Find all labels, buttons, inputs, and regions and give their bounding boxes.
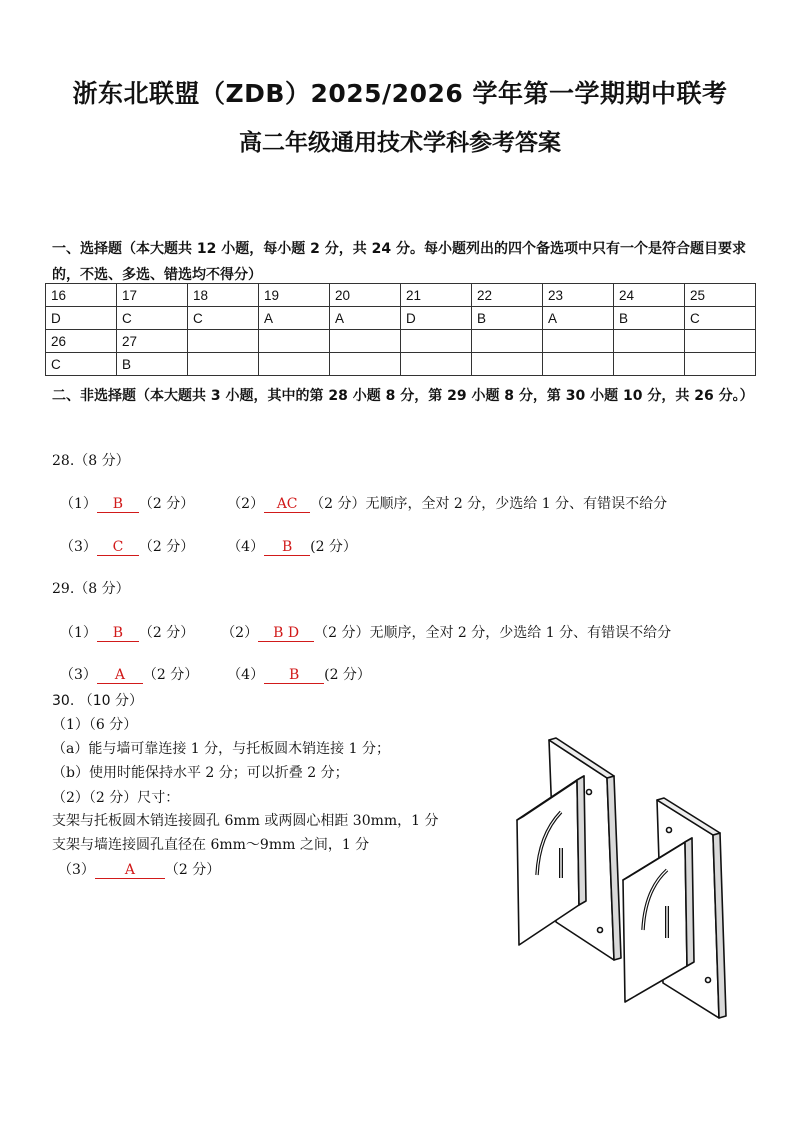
points-text: （2 分） [138,539,195,555]
answer-blank: B [97,496,139,513]
table-cell: 23 [543,284,614,307]
table-row [46,284,756,307]
table-cell: 24 [614,284,685,307]
table-cell: B [472,307,543,330]
table-cell [330,353,401,376]
table-cell [543,353,614,376]
item-number: （1） [60,625,97,641]
table-cell: 17 [117,284,188,307]
answer-blank: C [97,539,139,556]
item-number: （4） [227,539,265,555]
question-30-title: 30. （10 分） [52,693,143,709]
table-cell: D [46,307,117,330]
item-number: （2） [221,625,259,641]
points-text: （2 分） [142,667,199,683]
q30-line: 支架与墙连接圆孔直径在 6mm～9mm 之间，1 分 [52,837,370,853]
points-text: （2 分）无顺序，全对 2 分，少选给 1 分、有错误不给分 [314,625,672,641]
question-29-title: 29.（8 分） [52,581,130,597]
table-cell: 21 [401,284,472,307]
table-cell: 25 [685,284,756,307]
item-number: （3） [58,862,95,878]
table-row [46,307,756,330]
table-cell: 26 [46,330,117,353]
table-cell: D [401,307,472,330]
answer-blank: A [97,667,143,684]
table-cell: C [46,353,117,376]
section-2-heading: 二、非选择题（本大题共 3 小题，其中的第 28 小题 8 分，第 29 小题 8 分，第 30 小题 10 分，共 26 分。） [52,388,754,404]
table-cell: 19 [259,284,330,307]
points-text: （2 分）无顺序，全对 2 分，少选给 1 分、有错误不给分 [310,496,668,512]
table-cell [614,330,685,353]
table-row [46,330,756,353]
table-cell: B [117,353,188,376]
question-28-title: 28.（8 分） [52,453,130,469]
document-subtitle: 高二年级通用技术学科参考答案 [239,130,561,156]
answer-blank: B [97,625,139,642]
answer-line [60,622,671,642]
points-text: (2 分） [310,539,357,555]
table-cell [543,330,614,353]
item-number: （4） [227,667,265,683]
table-cell: 22 [472,284,543,307]
answer-blank: AC [264,496,310,513]
answer-line [60,536,357,556]
item-number: （2） [227,496,265,512]
table-row [46,353,756,376]
answer-table [45,283,756,376]
table-cell: A [330,307,401,330]
table-cell [472,330,543,353]
table-cell: A [543,307,614,330]
table-cell [259,353,330,376]
table-cell: A [259,307,330,330]
answer-blank: B [264,539,310,556]
item-number: （3） [60,667,97,683]
answer-line [60,664,371,684]
table-cell [401,353,472,376]
answer-blank: A [95,862,165,879]
table-cell [330,330,401,353]
folding-bracket-illustration [497,730,747,1030]
table-cell: C [117,307,188,330]
q30-line: （1）（6 分） [52,717,138,733]
table-cell: B [614,307,685,330]
table-cell: 18 [188,284,259,307]
table-cell [685,330,756,353]
table-cell [401,330,472,353]
points-text: (2 分） [324,667,371,683]
table-cell [472,353,543,376]
table-cell: 16 [46,284,117,307]
q30-line: （2）（2 分）尺寸： [52,790,180,806]
table-cell: C [685,307,756,330]
table-cell [259,330,330,353]
table-cell: C [188,307,259,330]
table-cell [614,353,685,376]
answer-line [60,493,667,513]
points-text: （2 分） [138,625,195,641]
answer-blank: B D [258,625,314,642]
q30-line: 支架与托板圆木销连接圆孔 6mm 或两圆心相距 30mm，1 分 [52,813,439,829]
item-number: （3） [60,539,97,555]
table-cell [685,353,756,376]
table-cell [188,330,259,353]
document-title: 浙东北联盟（ZDB）2025/2026 学年第一学期期中联考 [72,79,728,108]
q30-line: （b）使用时能保持水平 2 分；可以折叠 2 分； [52,765,349,781]
answer-line [58,859,220,879]
answer-blank: B [264,667,324,684]
q30-line: （a）能与墙可靠连接 1 分，与托板圆木销连接 1 分； [52,741,390,757]
points-text: （2 分） [164,862,221,878]
points-text: （2 分） [138,496,195,512]
table-cell: 20 [330,284,401,307]
section-1-heading: 一、选择题（本大题共 12 小题，每小题 2 分，共 24 分。每小题列出的四个备选项中只有一个是符合题目要求的，不选、多选、错选均不得分） [52,241,746,283]
item-number: （1） [60,496,97,512]
table-cell: 27 [117,330,188,353]
table-cell [188,353,259,376]
